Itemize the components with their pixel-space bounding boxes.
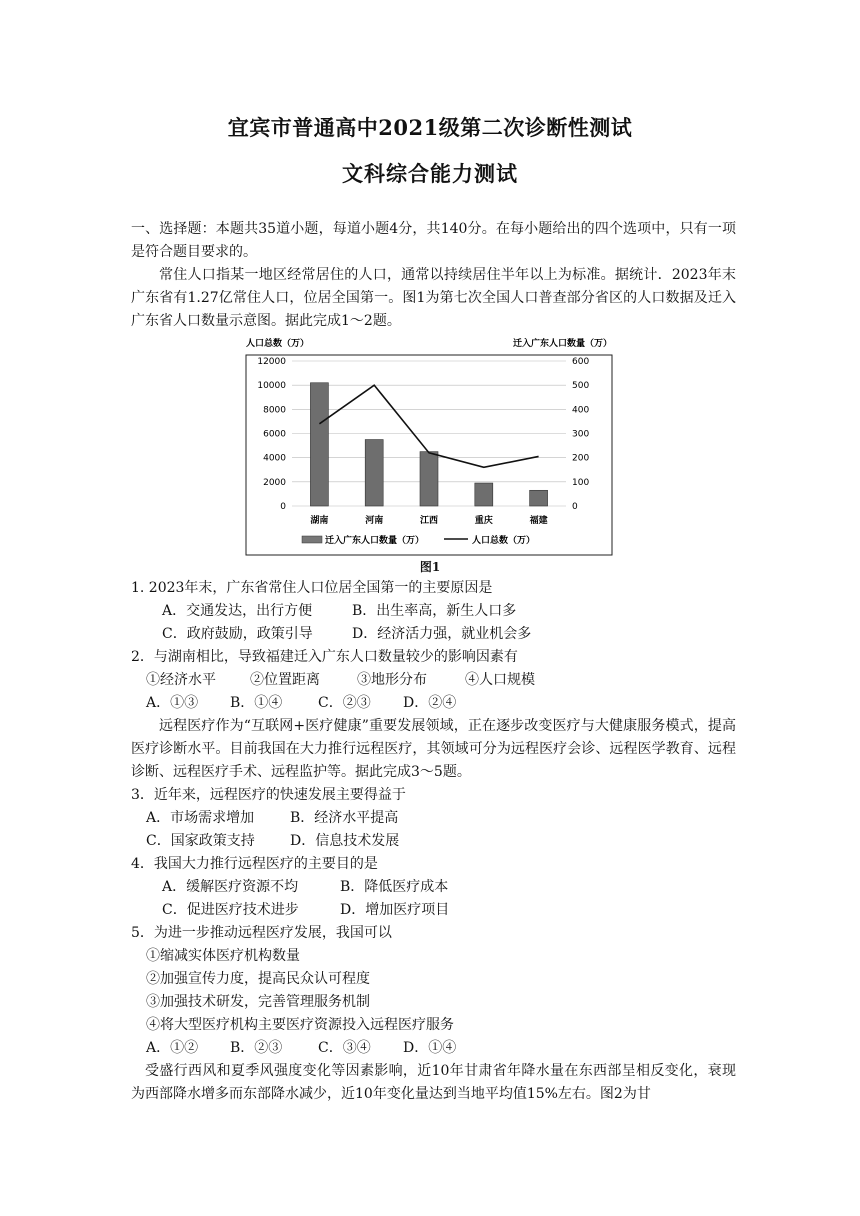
q3-option-a: A．市场需求增加 — [146, 810, 255, 826]
question-5-stem: 5．为进一步推动远程医疗发展，我国可以 — [131, 925, 392, 941]
q1-option-d: D．经济活力强，就业机会多 — [352, 626, 532, 642]
category-label: 江西 — [419, 516, 439, 526]
left-tick-label: 10000 — [257, 381, 286, 392]
chart-svg — [236, 333, 622, 569]
q2-option-c: C．②③ — [318, 695, 371, 711]
q5-option-c: C．③④ — [318, 1040, 371, 1056]
q4-option-a: A．缓解医疗资源不均 — [162, 879, 299, 895]
figure-caption: 图1 — [419, 560, 441, 574]
population-chart — [236, 333, 622, 569]
question-1-stem: 1. 2023年末，广东省常住人口位居全国第一的主要原因是 — [131, 580, 493, 596]
passage-population: 常住人口指某一地区经常居住的人口，通常以持续居住半年以上为标准。据统计．2023年末广东省有1.27亿常住人口，位居全国第一。图1为第七次全国人口普查部分省区的人口数据及迁入广东省人口数量示意图。据此完成1～2题。 — [131, 267, 736, 329]
q5-item-2: ②加强宣传力度，提高民众认可程度 — [146, 971, 370, 987]
q5-option-a: A．①② — [146, 1040, 199, 1056]
left-tick-label: 2000 — [263, 477, 286, 488]
passage-telemedicine: 远程医疗作为“互联网+医疗健康”重要发展领域，正在逐步改变医疗与大健康服务模式，提高医疗诊断水平。目前我国在大力推行远程医疗，其领域可分为远程医疗会诊、远程医学教育、远程诊断、远程医疗手术、远程监护等。据此完成3～5题。 — [131, 718, 736, 780]
legend-bar-swatch — [302, 536, 322, 543]
left-tick-label: 4000 — [263, 453, 286, 464]
category-label: 湖南 — [310, 516, 329, 526]
right-axis-label: 迁入广东人口数量（万） — [512, 339, 612, 349]
right-tick-label: 300 — [572, 429, 590, 440]
legend-line-label: 人口总数（万） — [472, 536, 536, 546]
section-instructions: 一、选择题：本题共35道小题，每道小题4分，共140分。在每小题给出的四个选项中，只有一项是符合题目要求的。 — [131, 221, 736, 260]
q5-item-1: ①缩减实体医疗机构数量 — [146, 948, 300, 964]
chart-legend — [302, 534, 535, 546]
passage-gansu-rainfall: 受盛行西风和夏季风强度变化等因素影响，近10年甘肃省年降水量在东西部呈相反变化，衰现为西部降水增多而东部降水减少，近10年变化量达到当地平均值15%左右。图2为甘 — [131, 1063, 736, 1102]
right-tick-label: 500 — [572, 381, 590, 392]
q5-item-4: ④将大型医疗机构主要医疗资源投入远程医疗服务 — [146, 1017, 454, 1033]
question-2-stem: 2．与湖南相比，导致福建迁入广东人口数量较少的影响因素有 — [131, 649, 518, 665]
q2-item-1: ①经济水平 — [146, 672, 216, 688]
q2-item-4: ④人口规模 — [465, 672, 535, 688]
q2-item-2: ②位置距离 — [250, 672, 320, 688]
category-label: 重庆 — [474, 516, 493, 526]
q5-option-d: D．①④ — [403, 1040, 457, 1056]
q1-option-b: B．出生率高，新生人口多 — [352, 603, 517, 619]
left-tick-label: 8000 — [263, 405, 286, 416]
bar-湖南 — [310, 383, 328, 506]
left-tick-label: 0 — [280, 502, 286, 512]
q3-option-d: D．信息技术发展 — [290, 833, 400, 849]
category-label: 福建 — [529, 516, 548, 526]
question-3-stem: 3．近年来，远程医疗的快速发展主要得益于 — [131, 787, 406, 803]
q1-option-c: C．政府鼓励，政策引导 — [162, 626, 313, 642]
q3-option-c: C．国家政策支持 — [146, 833, 255, 849]
question-4-stem: 4．我国大力推行远程医疗的主要目的是 — [131, 856, 378, 872]
left-axis-label: 人口总数（万） — [246, 339, 310, 349]
q4-option-d: D．增加医疗项目 — [340, 902, 450, 918]
right-tick-label: 200 — [572, 453, 590, 464]
exam-title: 宜宾市普通高中2021级第二次诊断性测试 — [227, 115, 633, 140]
q3-option-b: B．经济水平提高 — [290, 810, 399, 826]
left-tick-label: 6000 — [263, 429, 286, 440]
q2-option-d: D．②④ — [403, 695, 457, 711]
exam-subtitle: 文科综合能力测试 — [342, 161, 518, 186]
right-tick-label: 600 — [572, 357, 590, 367]
q2-option-b: B．①④ — [230, 695, 283, 711]
q4-option-c: C．促进医疗技术进步 — [162, 902, 299, 918]
legend-bar-label: 迁入广东人口数量（万） — [325, 536, 425, 546]
q5-item-3: ③加强技术研发，完善管理服务机制 — [146, 994, 370, 1010]
q2-item-3: ③地形分布 — [357, 672, 427, 688]
right-tick-label: 0 — [572, 502, 578, 512]
left-tick-label: 12000 — [257, 357, 286, 367]
q2-option-a: A．①③ — [146, 695, 199, 711]
q5-option-b: B．②③ — [230, 1040, 283, 1056]
category-label: 河南 — [365, 516, 384, 526]
right-tick-label: 100 — [572, 477, 590, 488]
bar-河南 — [365, 440, 383, 506]
bar-江西 — [420, 452, 438, 506]
q1-option-a: A．交通发达，出行方便 — [162, 603, 313, 619]
bar-福建 — [530, 490, 548, 506]
bar-重庆 — [475, 483, 493, 506]
right-tick-label: 400 — [572, 405, 590, 416]
q4-option-b: B．降低医疗成本 — [340, 879, 449, 895]
